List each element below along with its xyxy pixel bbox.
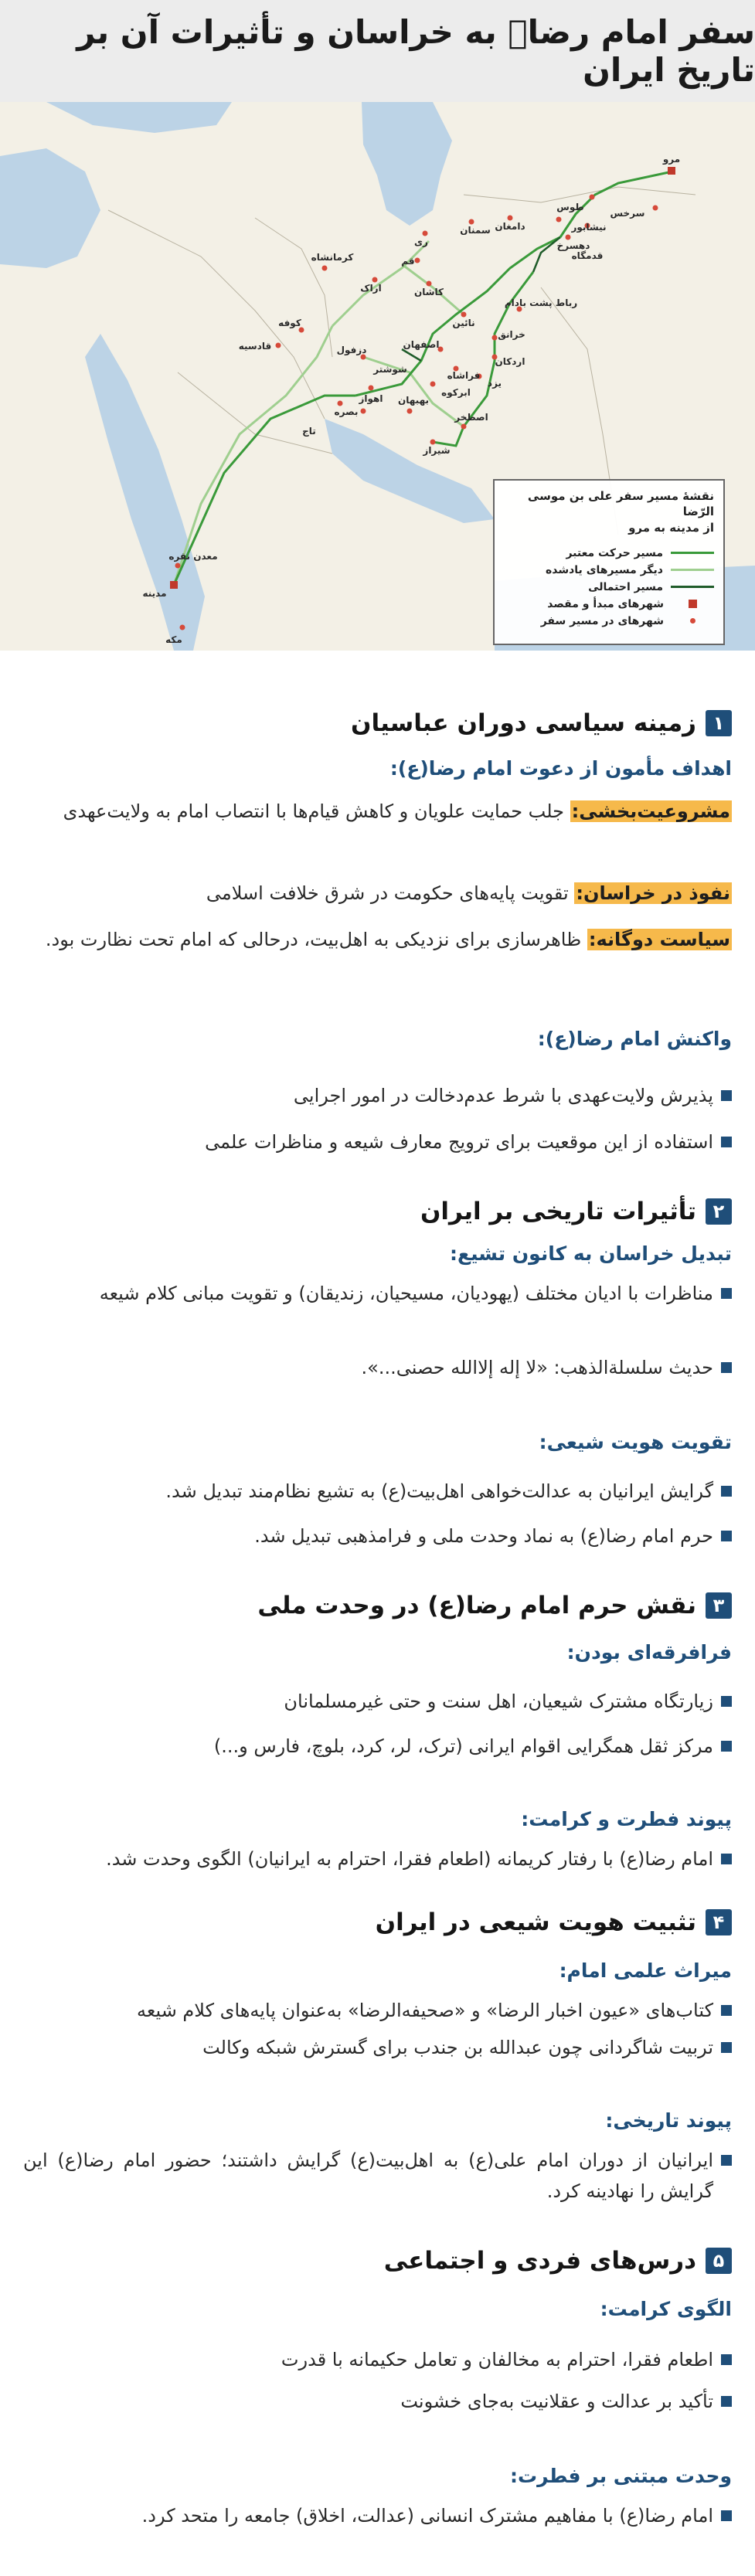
city-label: ری	[414, 236, 428, 247]
section-5-heading	[384, 2247, 732, 2275]
city-label: بهبهان	[398, 395, 429, 406]
section-2-heading	[420, 1198, 732, 1225]
city-label: اصطخر	[454, 412, 488, 423]
list-item: حدیث سلسلةالذهب: «لا إله إلاالله حصنی...».	[23, 1352, 732, 1383]
city-label: تاج	[302, 426, 316, 437]
section-title: تأثیرات تاریخی بر ایران	[420, 1198, 696, 1225]
bullet-icon	[721, 1531, 732, 1541]
section-number-badge: ۲	[706, 1198, 732, 1225]
highlight-label: مشروعیت‌بخشی:	[571, 800, 730, 822]
page-title: سفر امام رضاؑ به خراسان و تأثیرات آن بر تاریخ ایران	[77, 13, 755, 89]
legend-subtitle: از مدینه به مرو	[628, 520, 714, 535]
section-number-badge: ۱	[706, 710, 732, 736]
bullet-icon	[721, 1362, 732, 1373]
city-label: رباط پشت بادام	[504, 297, 578, 308]
section-1-heading	[351, 709, 732, 737]
list-item: امام رضا(ع) با مفاهیم مشترک انسانی (عدالت، اخلاق) جامعه را متحد کرد.	[23, 2500, 732, 2531]
city-label: دزفول	[336, 345, 367, 355]
section-subheading: تقویت هویت شیعی:	[539, 1431, 732, 1453]
section-title: زمینه سیاسی دوران عباسیان	[351, 709, 696, 737]
section-title: درس‌های فردی و اجتماعی	[383, 2247, 696, 2275]
bullet-icon	[721, 1696, 732, 1707]
list-item: زیارتگاه مشترک شیعیان، اهل سنت و حتی غیرمسلمانان	[23, 1686, 732, 1717]
city-label: یزد	[487, 378, 502, 389]
city-label: سرخس	[610, 208, 645, 219]
city-label: قم	[401, 256, 415, 267]
bullet-icon	[721, 1854, 732, 1864]
section-subheading: وحدت مبتنی بر فطرت:	[510, 2465, 732, 2487]
legend-swatch-probable	[671, 586, 714, 588]
bullet-icon	[721, 2510, 732, 2521]
route-map	[0, 102, 755, 651]
bullet-icon	[721, 2005, 732, 2016]
city-label: اردکان	[495, 356, 525, 367]
section-subheading: میراث علمی امام:	[559, 1959, 732, 1982]
bullet-icon	[721, 1741, 732, 1752]
bullet-icon	[721, 1090, 732, 1101]
legend-row: شهرهای مبدأ و مقصد	[504, 596, 714, 613]
city-label: اصفهان	[403, 339, 440, 350]
city-label: قادسیه	[238, 341, 272, 352]
legend-row: مسیر احتمالی	[504, 579, 714, 596]
legend-title: نقشهٔ مسیر سفر علی بن موسی الرّضا	[527, 489, 714, 519]
section-3-heading	[257, 1592, 732, 1619]
legend-row: مسیر حرکت معتبر	[504, 545, 714, 562]
section-subheading: فرافرقه‌ای بودن:	[566, 1641, 732, 1664]
highlight-label: نفوذ در خراسان:	[576, 882, 730, 904]
section-4-heading	[376, 1908, 732, 1936]
city-label: خرانق	[498, 329, 525, 340]
legend-row: شهرهای در مسیر سفر	[504, 613, 714, 630]
city-label: سمنان	[460, 225, 491, 236]
section-subheading: تبدیل خراسان به کانون تشیع:	[450, 1242, 732, 1265]
section-subheading: پیوند تاریخی:	[605, 2109, 732, 2132]
highlight-paragraph: سیاست دوگانه: ظاهرسازی برای نزدیکی به اهل‌بیت، درحالی که امام تحت نظارت بود.	[45, 929, 730, 950]
bullet-icon	[721, 2396, 732, 2407]
list-item: اطعام فقرا، احترام به مخالفان و تعامل حکیمانه با قدرت	[23, 2344, 732, 2375]
list-item: تأکید بر عدالت و عقلانیت به‌جای خشونت	[23, 2386, 732, 2417]
bullet-icon	[721, 1486, 732, 1497]
city-label: مدینه	[142, 588, 167, 599]
city-label: دهسرخ	[556, 240, 590, 251]
section-subheading: پیوند فطرت و کرامت:	[521, 1808, 732, 1830]
legend-dot-icon	[690, 618, 695, 624]
highlight-paragraph: نفوذ در خراسان: تقویت پایه‌های حکومت در شرق خلافت اسلامی	[206, 882, 730, 904]
legend-square-icon	[689, 600, 697, 608]
highlight-paragraph: مشروعیت‌بخشی: جلب حمایت علویان و کاهش قیام‌ها با انتصاب امام به ولایت‌عهدی	[63, 800, 730, 822]
city-label: معدن نقره	[168, 551, 218, 562]
bullet-icon	[721, 2354, 732, 2365]
section-subheading: واکنش امام رضا(ع):	[537, 1028, 732, 1050]
city-label: قدمگاه	[571, 250, 604, 261]
section-title: نقش حرم امام رضا(ع) در وحدت ملی	[257, 1592, 696, 1619]
city-label: نائین	[452, 318, 475, 328]
city-label: بصره	[334, 406, 359, 417]
list-item: استفاده از این موقعیت برای ترویج معارف شیعه و مناظرات علمی	[23, 1127, 732, 1157]
city-label: طوس	[556, 202, 584, 212]
city-label: نیشابور	[571, 222, 607, 233]
city-label: کرمانشاه	[311, 252, 354, 263]
city-label: کاشان	[413, 287, 444, 297]
section-number-badge: ۴	[706, 1909, 732, 1935]
legend-swatch-main	[671, 552, 714, 554]
city-label: شیراز	[423, 445, 451, 456]
section-subheading: الگوی کرامت:	[600, 2298, 732, 2320]
bullet-icon	[721, 1137, 732, 1147]
list-item: مرکز ثقل همگرایی اقوام ایرانی (ترک، لر، کرد، بلوچ، فارس و...)	[23, 1731, 732, 1762]
list-item: مناظرات با ادیان مختلف (یهودیان، مسیحیان، زندیقان) و تقویت مبانی کلام شیعه	[23, 1278, 732, 1309]
list-item: ایرانیان از دوران امام علی(ع) به اهل‌بیت(ع) گرایش داشتند؛ حضور امام رضا(ع) این گرایش را نهادینه کرد.	[23, 2145, 732, 2207]
legend-swatch-other	[671, 569, 714, 571]
city-label: ابرکوه	[441, 387, 471, 398]
bullet-icon	[721, 2155, 732, 2166]
list-item: کتاب‌های «عیون اخبار الرضا» و «صحیفه‌الرضا» به‌عنوان پایه‌های کلام شیعه	[23, 1995, 732, 2026]
section-title: تثبیت هویت شیعی در ایران	[375, 1908, 696, 1936]
city-label: مکه	[165, 634, 182, 645]
city-label: کوفه	[278, 318, 301, 328]
city-label: شوشتر	[373, 364, 407, 375]
map-legend	[493, 479, 725, 645]
list-item: امام رضا(ع) با رفتار کریمانه (اطعام فقرا، احترام به ایرانیان) الگوی وحدت شد.	[23, 1844, 732, 1874]
list-item: حرم امام رضا(ع) به نماد وحدت ملی و فرامذهبی تبدیل شد.	[23, 1521, 732, 1551]
city-label: اراک	[360, 283, 382, 294]
section-number-badge: ۵	[706, 2248, 732, 2274]
header-bar	[0, 0, 755, 102]
section-subheading: اهداف مأمون از دعوت امام رضا(ع):	[389, 757, 732, 780]
bullet-icon	[721, 2042, 732, 2053]
list-item: تربیت شاگردانی چون عبدالله بن جندب برای گسترش شبکه وکالت	[23, 2032, 732, 2063]
city-label: فراشاه	[447, 370, 481, 381]
bullet-icon	[721, 1288, 732, 1299]
city-label: دامغان	[495, 221, 525, 232]
city-label: مرو	[662, 154, 681, 165]
city-label: اهواز	[359, 393, 383, 404]
legend-row: دیگر مسیرهای یادشده	[504, 562, 714, 579]
list-item: پذیرش ولایت‌عهدی با شرط عدم‌دخالت در امور اجرایی	[23, 1080, 732, 1111]
section-number-badge: ۳	[706, 1592, 732, 1619]
list-item: گرایش ایرانیان به عدالت‌خواهی اهل‌بیت(ع) به تشیع نظام‌مند تبدیل شد.	[23, 1476, 732, 1507]
highlight-label: سیاست دوگانه:	[588, 929, 730, 950]
